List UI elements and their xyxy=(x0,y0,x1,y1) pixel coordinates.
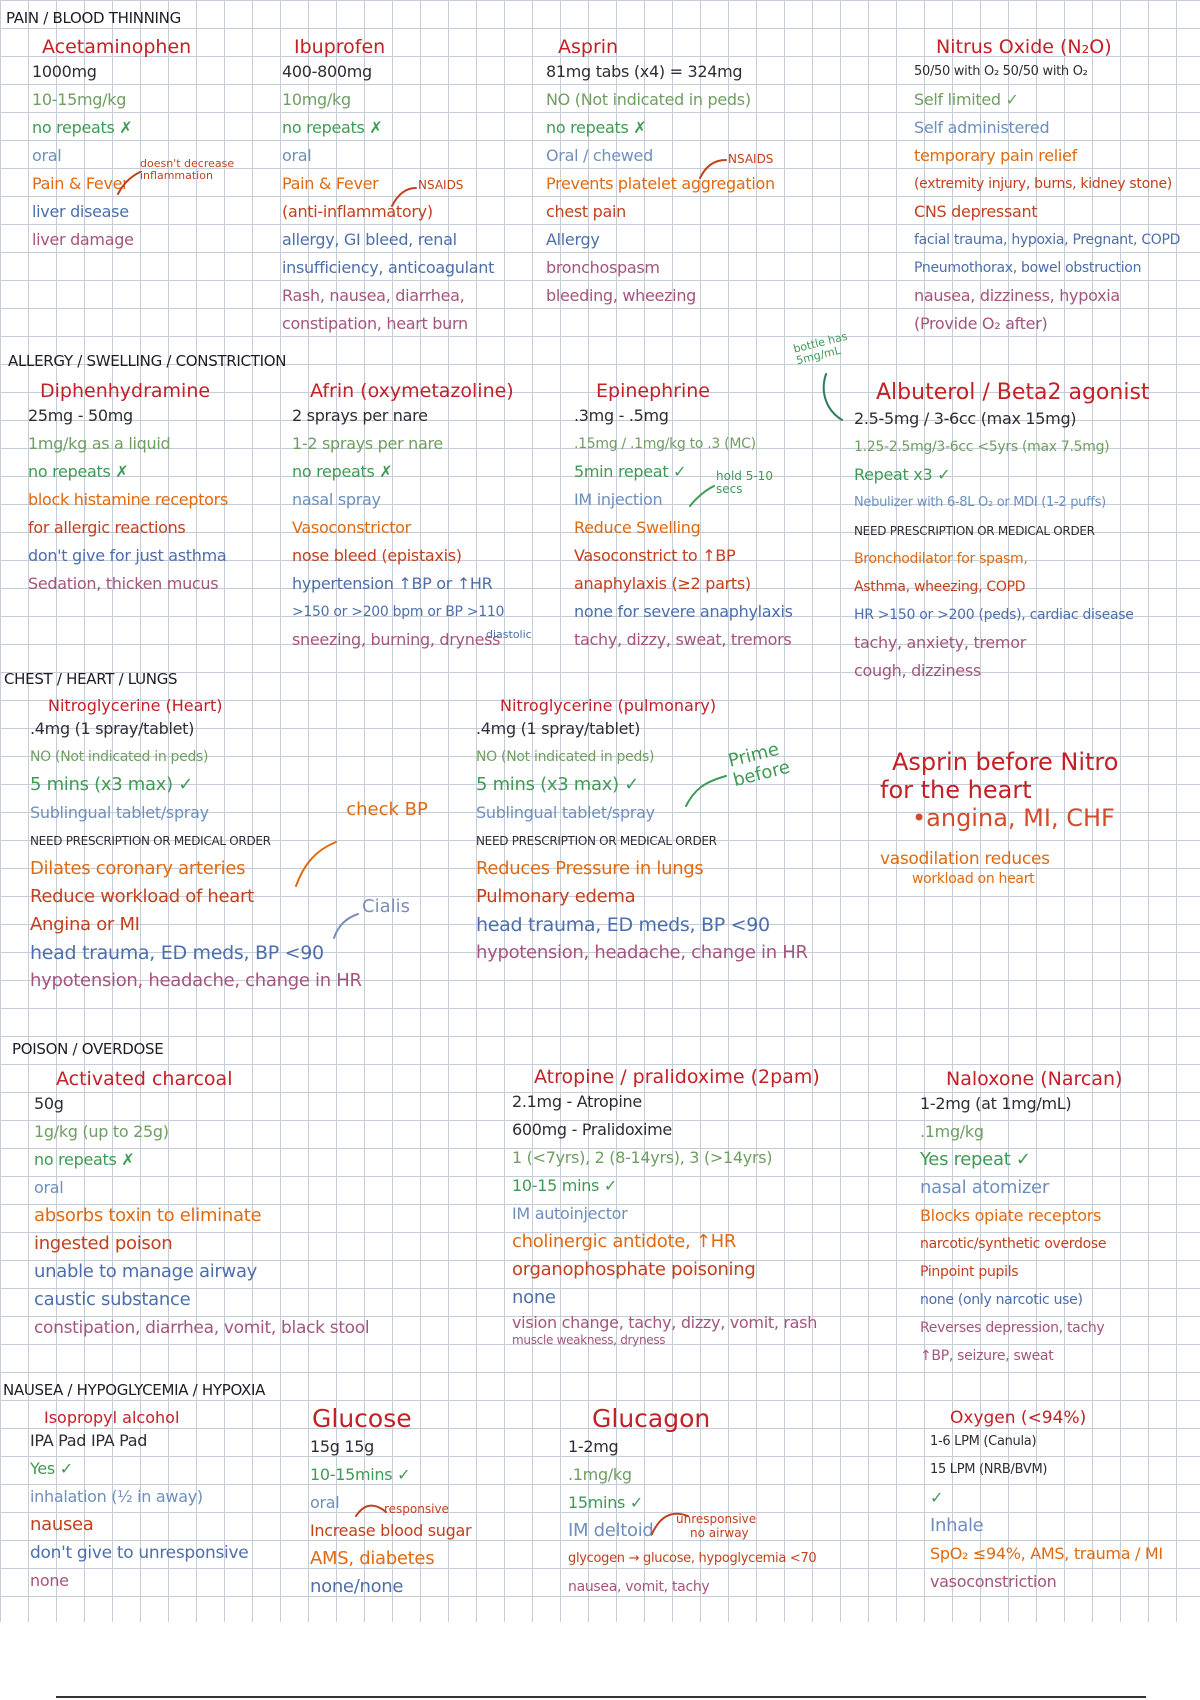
indication-line: Pain & Fever xyxy=(32,174,129,193)
side-effect-line: tachy, anxiety, tremor xyxy=(854,633,1026,652)
action-line: Dilates coronary arteries xyxy=(30,858,246,879)
repeat-line: 15mins ✓ xyxy=(568,1493,643,1512)
pediatric-dose-line: 1.25-2.5mg/3-6cc <5yrs (max 7.5mg) xyxy=(854,439,1110,455)
side-effect-line-2: muscle weakness, dryness xyxy=(512,1333,666,1347)
dose-line: 2 sprays per nare xyxy=(292,406,428,425)
pediatric-dose-line: .1mg/kg xyxy=(920,1122,984,1141)
pediatric-dose-line: NO (Not indicated in peds) xyxy=(546,90,751,109)
pediatric-dose-line: 1g/kg (up to 25g) xyxy=(34,1122,169,1141)
drug-name: Activated charcoal xyxy=(56,1068,233,1090)
route-line: Inhale xyxy=(930,1515,984,1536)
note-nsaids-aspirin: NSAIDS xyxy=(728,152,774,166)
indication-line: SpO₂ ≤94%, AMS, trauma / MI xyxy=(930,1544,1163,1563)
dose-line: 50/50 with O₂ 50/50 with O₂ xyxy=(914,64,1088,79)
contraindication-line: none/none xyxy=(310,1576,404,1597)
route-line: oral xyxy=(282,146,312,165)
route-line: Self administered xyxy=(914,118,1050,137)
side-effect-line: vision change, tachy, dizzy, vomit, rash xyxy=(512,1313,818,1332)
prescription-line: NEED PRESCRIPTION OR MEDICAL ORDER xyxy=(476,834,717,848)
dose-line: 2.5-5mg / 3-6cc (max 15mg) xyxy=(854,409,1077,428)
dose-line-2: 15 LPM (NRB/BVM) xyxy=(930,1462,1048,1477)
route-line: oral xyxy=(34,1178,64,1197)
pediatric-dose-line: NO (Not indicated in peds) xyxy=(476,749,655,765)
section-header-chest: CHEST / HEART / LUNGS xyxy=(4,670,178,688)
side-effect-line-2: (Provide O₂ after) xyxy=(914,314,1048,333)
indication-line-2: Pinpoint pupils xyxy=(920,1264,1019,1280)
repeat-line: no repeats ✗ xyxy=(28,462,129,481)
indication-line: Pulmonary edema xyxy=(476,886,636,907)
section-header-pain: PAIN / BLOOD THINNING xyxy=(6,9,181,27)
repeat-line: 10-15mins ✓ xyxy=(310,1465,411,1484)
contraindication-line: head trauma, ED meds, BP <90 xyxy=(476,914,770,936)
repeat-line: ✓ xyxy=(930,1488,944,1507)
repeat-line: 10-15 mins ✓ xyxy=(512,1176,617,1195)
indication-line-2: (extremity injury, burns, kidney stone) xyxy=(914,176,1172,192)
dose-line: IPA Pad IPA Pad xyxy=(30,1431,148,1450)
note-line-3: •angina, MI, CHF xyxy=(912,804,1115,832)
pediatric-dose-line: 10mg/kg xyxy=(282,90,351,109)
action-line: cholinergic antidote, ↑HR xyxy=(512,1231,737,1252)
side-effect-line: nausea, dizziness, hypoxia xyxy=(914,286,1120,305)
indication-line: nose bleed (epistaxis) xyxy=(292,546,462,565)
route-line: IM injection xyxy=(574,490,663,509)
contraindication-line: don't give to unresponsive xyxy=(30,1543,249,1563)
arrow-bottle xyxy=(824,374,842,420)
side-effect-line: bronchospasm xyxy=(546,258,660,277)
route-line: oral xyxy=(32,146,62,165)
arrow-unresponsive xyxy=(652,1514,688,1534)
pediatric-dose-line: 10-15mg/kg xyxy=(32,90,127,109)
indication-line: nausea xyxy=(30,1514,94,1535)
indication-line: Asthma, wheezing, COPD xyxy=(854,579,1026,595)
route-line: IM deltoid xyxy=(568,1520,654,1541)
contraindication-line: none for severe anaphylaxis xyxy=(574,602,793,621)
route-line: inhalation (½ in away) xyxy=(30,1487,203,1506)
drug-name: Ibuprofen xyxy=(294,36,386,58)
arrow-acetaminophen-note xyxy=(118,172,140,194)
dose-line: 25mg - 50mg xyxy=(28,406,133,425)
note-line-4: vasodilation reduces xyxy=(880,849,1050,869)
action-line: Vasoconstrictor xyxy=(292,518,411,537)
side-effect-line: Rash, nausea, diarrhea, xyxy=(282,286,465,305)
action-line: Increase blood sugar xyxy=(310,1521,472,1540)
note-diastolic: diastolic xyxy=(486,628,532,641)
dose-line: .4mg (1 spray/tablet) xyxy=(476,719,641,738)
repeat-line: no repeats ✗ xyxy=(34,1150,135,1169)
contraindication-line-2: caustic substance xyxy=(34,1289,191,1310)
note-inflammation: doesn't decrease inflammation xyxy=(140,157,235,182)
action-line: Bronchodilator for spasm, xyxy=(854,551,1028,567)
dose-line: 1-2mg xyxy=(568,1437,619,1456)
side-effect-line-2: bleeding, wheezing xyxy=(546,286,697,305)
arrow-hold xyxy=(690,486,714,506)
arrow-nsaids-ibuprofen xyxy=(392,188,416,206)
side-effect-line: hypotension, headache, change in HR xyxy=(30,970,362,991)
repeat-line: Yes ✓ xyxy=(30,1459,73,1478)
drug-name: Acetaminophen xyxy=(42,36,192,58)
note-prime-before: Prime before xyxy=(726,738,793,792)
side-effect-line: liver damage xyxy=(32,230,134,249)
drug-name: Epinephrine xyxy=(596,380,710,402)
drug-name: Nitrus Oxide (N₂O) xyxy=(936,36,1112,58)
route-line: Nebulizer with 6-8L O₂ or MDI (1-2 puffs) xyxy=(854,495,1106,510)
action-line: Reduce Swelling xyxy=(574,518,701,537)
side-effect-line: Reverses depression, tachy xyxy=(920,1320,1105,1336)
repeat-line: Self limited ✓ xyxy=(914,90,1019,109)
pediatric-dose-line: NO (Not indicated in peds) xyxy=(30,749,209,765)
drug-name: Albuterol / Beta2 agonist xyxy=(876,380,1150,405)
dose-line: 400-800mg xyxy=(282,62,372,81)
side-effect-line: hypotension, headache, change in HR xyxy=(476,942,808,963)
arrow-cialis xyxy=(334,914,358,938)
drug-name: Naloxone (Narcan) xyxy=(946,1068,1123,1090)
note-unresponsive-line: unresponsive xyxy=(676,1512,757,1526)
contraindication-line: none (only narcotic use) xyxy=(920,1292,1083,1308)
indication-line-2: chest pain xyxy=(546,202,627,221)
pediatric-dose-line: 1mg/kg as a liquid xyxy=(28,434,171,453)
route-line: Sublingual tablet/spray xyxy=(476,803,655,822)
contraindication-line: don't give for just asthma xyxy=(28,546,227,565)
bottom-divider xyxy=(56,1696,1146,1698)
action-line-2: Vasoconstrict to ↑BP xyxy=(574,546,736,565)
note-check-bp: check BP xyxy=(346,799,428,820)
section-header-poison: POISON / OVERDOSE xyxy=(12,1040,164,1058)
contraindication-line: Allergy xyxy=(546,230,600,249)
route-line: Oral / chewed xyxy=(546,146,653,165)
contraindication-line: liver disease xyxy=(32,202,129,221)
note-line-1: Asprin before Nitro xyxy=(892,748,1119,776)
prescription-line: NEED PRESCRIPTION OR MEDICAL ORDER xyxy=(30,834,271,848)
indication-line: anaphylaxis (≥2 parts) xyxy=(574,574,751,593)
route-line: nasal atomizer xyxy=(920,1177,1049,1198)
side-effect-line-2: cough, dizziness xyxy=(854,661,981,680)
action-line: CNS depressant xyxy=(914,202,1038,221)
repeat-line: Yes repeat ✓ xyxy=(920,1149,1031,1170)
indication-line: block histamine receptors xyxy=(28,490,228,509)
side-effect-line: none xyxy=(30,1571,69,1590)
side-effect-line: sneezing, burning, dryness xyxy=(292,630,501,649)
action-line: Blocks opiate receptors xyxy=(920,1206,1102,1225)
drug-name: Nitroglycerine (pulmonary) xyxy=(500,696,717,715)
note-line-5: workload on heart xyxy=(912,871,1035,887)
contraindication-line-2: >150 or >200 bpm or BP >110 xyxy=(292,604,505,620)
note-cialis: Cialis xyxy=(362,896,410,917)
route-line: oral xyxy=(310,1493,340,1512)
dose-line: 50g xyxy=(34,1094,64,1113)
indication-line: AMS, diabetes xyxy=(310,1548,435,1569)
side-effect-line: tachy, dizzy, sweat, tremors xyxy=(574,630,792,649)
repeat-line: Repeat x3 ✓ xyxy=(854,465,951,484)
repeat-line: no repeats ✗ xyxy=(546,118,647,137)
prescription-line: NEED PRESCRIPTION OR MEDICAL ORDER xyxy=(854,524,1095,538)
side-effect-line: Sedation, thicken mucus xyxy=(28,574,219,593)
side-effect-line-2: constipation, heart burn xyxy=(282,314,468,333)
arrow-check-bp xyxy=(296,842,336,886)
indication-line: temporary pain relief xyxy=(914,146,1077,165)
pediatric-dose-line: .1mg/kg xyxy=(568,1465,632,1484)
section-header-allergy: ALLERGY / SWELLING / CONSTRICTION xyxy=(8,352,287,370)
pediatric-dose-line: .15mg / .1mg/kg to .3 (MC) xyxy=(574,436,756,452)
drug-name: Asprin xyxy=(558,36,619,58)
note-responsive: responsive xyxy=(384,1502,449,1516)
note-bottle: bottle has 5mg/mL xyxy=(792,329,849,368)
action-line-2: Reduce workload of heart xyxy=(30,886,254,907)
side-effect-line: vasoconstriction xyxy=(930,1572,1057,1591)
dose-line: 2.1mg - Atropine xyxy=(512,1092,642,1111)
dose-line: .3mg - .5mg xyxy=(574,406,669,425)
indication-line: Angina or MI xyxy=(30,914,140,935)
dose-line-2: 600mg - Pralidoxime xyxy=(512,1120,672,1139)
side-effect-line-2: ↑BP, seizure, sweat xyxy=(920,1348,1054,1364)
drug-name: Diphenhydramine xyxy=(40,380,211,402)
pediatric-dose-line: 1-2 sprays per nare xyxy=(292,434,443,453)
contraindication-line-2: insufficiency, anticoagulant xyxy=(282,258,495,277)
contraindication-line: HR >150 or >200 (peds), cardiac disease xyxy=(854,607,1134,623)
drug-name: Glucose xyxy=(312,1404,412,1433)
action-line: absorbs toxin to eliminate xyxy=(34,1205,262,1226)
repeat-line: 5min repeat ✓ xyxy=(574,462,687,481)
drug-name: Nitroglycerine (Heart) xyxy=(48,696,223,715)
side-effect-line: nausea, vomit, tachy xyxy=(568,1579,710,1595)
contraindication-line: head trauma, ED meds, BP <90 xyxy=(30,942,324,964)
indication-line: organophosphate poisoning xyxy=(512,1259,756,1280)
drug-name: Isopropyl alcohol xyxy=(44,1408,180,1427)
action-line: glycogen → glucose, hypoglycemia <70 xyxy=(568,1551,817,1566)
note-line-2: for the heart xyxy=(880,776,1032,804)
dose-line: .4mg (1 spray/tablet) xyxy=(30,719,195,738)
indication-line: ingested poison xyxy=(34,1233,173,1254)
contraindication-line-2: Pneumothorax, bowel obstruction xyxy=(914,260,1142,276)
repeat-line: 5 mins (x3 max) ✓ xyxy=(476,774,640,795)
repeat-line: no repeats ✗ xyxy=(292,462,393,481)
route-line: nasal spray xyxy=(292,490,381,509)
dose-line: 1-2mg (at 1mg/mL) xyxy=(920,1094,1072,1113)
contraindication-line: facial trauma, hypoxia, Pregnant, COPD xyxy=(914,232,1181,248)
note-nsaids-ibuprofen: NSAIDS xyxy=(418,178,464,192)
contraindication-line: hypertension ↑BP or ↑HR xyxy=(292,574,493,593)
indication-line: Prevents platelet aggregation xyxy=(546,174,775,193)
section-header-nausea: NAUSEA / HYPOGLYCEMIA / HYPOXIA xyxy=(3,1381,266,1399)
repeat-line: no repeats ✗ xyxy=(282,118,383,137)
note-no-airway-line: no airway xyxy=(690,1526,749,1540)
side-effect-line: constipation, diarrhea, vomit, black stool xyxy=(34,1318,370,1338)
arrow-nsaids-aspirin xyxy=(700,160,726,178)
dose-line: 1000mg xyxy=(32,62,97,81)
route-line: IM autoinjector xyxy=(512,1204,628,1223)
note-hold: hold 5-10 secs xyxy=(716,469,773,496)
drug-name: Oxygen (<94%) xyxy=(950,1408,1087,1428)
repeat-line: 5 mins (x3 max) ✓ xyxy=(30,774,194,795)
pediatric-dose-line: 1 (<7yrs), 2 (8-14yrs), 3 (>14yrs) xyxy=(512,1148,773,1167)
action-line: Reduces Pressure in lungs xyxy=(476,858,704,879)
contraindication-line: unable to manage airway xyxy=(34,1261,258,1282)
indication-line: narcotic/synthetic overdose xyxy=(920,1236,1107,1252)
route-line: Sublingual tablet/spray xyxy=(30,803,209,822)
repeat-line: no repeats ✗ xyxy=(32,118,133,137)
contraindication-line: none xyxy=(512,1287,556,1308)
indication-line: Pain & Fever xyxy=(282,174,379,193)
arrow-responsive xyxy=(356,1506,386,1516)
drug-name: Glucagon xyxy=(592,1404,711,1433)
indication-line-2: (anti-inflammatory) xyxy=(282,202,433,221)
dose-line: 1-6 LPM (Canula) xyxy=(930,1434,1037,1449)
drug-name: Atropine / pralidoxime (2pam) xyxy=(534,1066,820,1088)
drug-name: Afrin (oxymetazoline) xyxy=(310,380,514,402)
indication-line-2: for allergic reactions xyxy=(28,518,186,537)
arrow-prime xyxy=(686,776,726,806)
contraindication-line: allergy, GI bleed, renal xyxy=(282,230,457,249)
dose-line: 81mg tabs (x4) = 324mg xyxy=(546,62,743,81)
dose-line: 15g 15g xyxy=(310,1437,375,1456)
